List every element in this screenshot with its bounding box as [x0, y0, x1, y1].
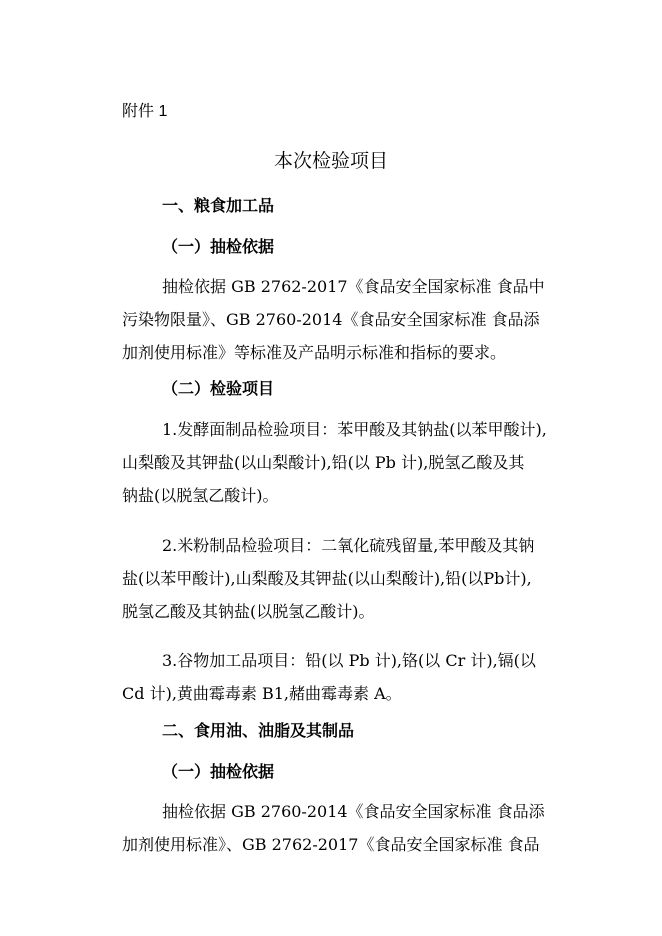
section1-heading: 一、粮食加工品: [162, 196, 275, 215]
paragraph-line: 污染物限量》、GB 2760-2014《食品安全国家标准 食品添: [122, 310, 540, 329]
paragraph-line: Cd 计),黄曲霉毒素 B1,赭曲霉毒素 A。: [122, 684, 402, 703]
section1-item3-paragraph: [122, 644, 600, 710]
paragraph-line: 盐(以苯甲酸计),山梨酸及其钾盐(以山梨酸计),铅(以Pb计),: [122, 569, 532, 588]
paragraph-line: 脱氢乙酸及其钠盐(以脱氢乙酸计)。: [122, 602, 375, 621]
paragraph-line: 2.米粉制品检验项目：二氧化硫残留量,苯甲酸及其钠: [162, 536, 535, 555]
paragraph-line: 抽检依据 GB 2760-2014《食品安全国家标准 食品添: [162, 802, 545, 821]
section2-basis-paragraph: [122, 795, 600, 861]
section1-item1-paragraph: [122, 413, 600, 512]
section2-sub1-heading: （一）抽检依据: [162, 762, 275, 781]
section1-basis-paragraph: [122, 270, 600, 369]
section1-item2-paragraph: [122, 529, 600, 628]
paragraph-line: 3.谷物加工品项目：铅(以 Pb 计),铬(以 Cr 计),镉(以: [162, 651, 536, 670]
section2-heading: 二、食用油、油脂及其制品: [162, 721, 355, 740]
paragraph-line: 加剂使用标准》等标准及产品明示标准和指标的要求。: [122, 343, 507, 362]
section1-sub2-heading: （二）检验项目: [162, 379, 275, 398]
paragraph-line: 抽检依据 GB 2762-2017《食品安全国家标准 食品中: [162, 277, 545, 296]
section1-sub1-heading: （一）抽检依据: [162, 237, 275, 256]
attachment-label: 附件 1: [122, 103, 168, 120]
paragraph-line: 山梨酸及其钾盐(以山梨酸计),铅(以 Pb 计),脱氢乙酸及其: [122, 453, 525, 472]
paragraph-line: 钠盐(以脱氢乙酸计)。: [122, 486, 279, 505]
paragraph-line: 加剂使用标准》、GB 2762-2017《食品安全国家标准 食品: [122, 835, 540, 854]
paragraph-line: 1.发酵面制品检验项目：苯甲酸及其钠盐(以苯甲酸计),: [162, 420, 547, 439]
page-title: 本次检验项目: [273, 150, 388, 172]
